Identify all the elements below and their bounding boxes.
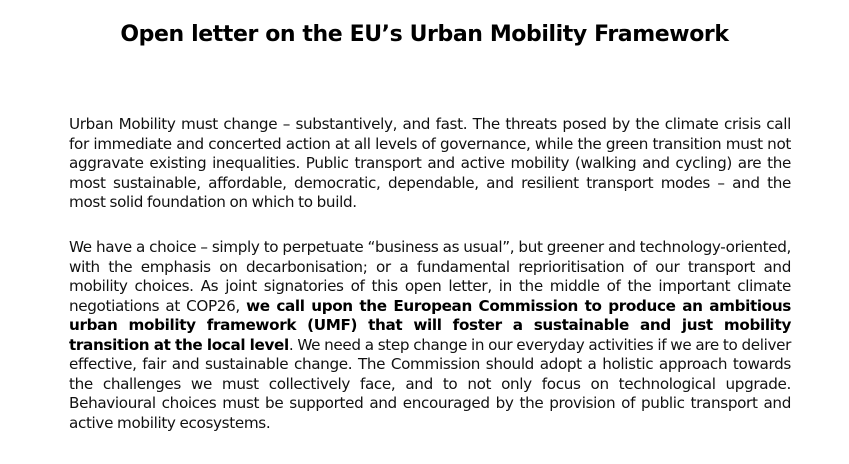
document-title: Open letter on the EU’s Urban Mobility Framework (120, 22, 729, 47)
paragraph-2-intro-text: We have a choice – simply to perpetuate “business as usual”, but greener and technology-oriented, with the emphasis on decarbonisation; or a fundamental reprioritisation of our transport and mobility choices. As joint signatories of this open letter, in the middle of the important climate negotiations at COP26, (69, 238, 791, 315)
paragraph-call-to-action (69, 238, 791, 433)
paragraph-2-emphasis-text: we call upon the European Commission to produce an ambitious urban mobility framework (UMF) that will foster a sustainable and just mobility transition at the local level (69, 296, 791, 354)
paragraph-intro: Urban Mobility must change – substantively, and fast. The threats posed by the climate crisis call for immediate and concerted action at all levels of governance, while the green transition must not aggravate existing inequalities. Public transport and active mobility (walking and cycling) are the most sustainable, affordable, democratic, dependable, and resilient transport modes – and the most solid foundation on which to build. (69, 115, 791, 211)
paragraph-2-rest-text: . We need a step change in our everyday activities if we are to deliver effective, fair and sustainable change. The Commission should adopt a holistic approach towards the challenges we must collectively face, and to not only focus on technological upgrade. Behavioural choices must be supported and encouraged by the provision of public transport and active mobility ecosystems. (69, 335, 792, 432)
